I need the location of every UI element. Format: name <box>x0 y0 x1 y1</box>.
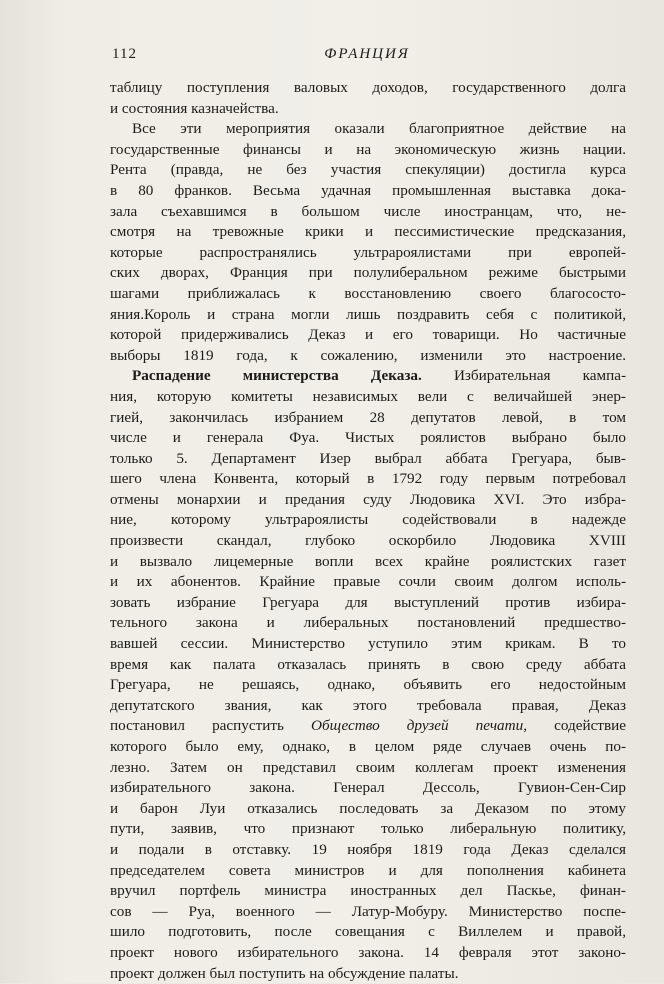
text-line: и подали в отставку. 19 ноября 1819 года Деказ сделался <box>110 840 626 858</box>
text-line: время как палата отказалась принять в свою среду аббата <box>110 655 626 673</box>
text-line: государственные финансы и на экономическую жизнь нации. <box>110 140 626 158</box>
text-line: и барон Луи отказались последовать за Деказом по этому <box>110 799 626 817</box>
text-line: избирательного закона. Генерал Дессоль, Гувион-Сен-Сир <box>110 779 626 797</box>
text-line: вручил портфель министра иностранных дел Паскье, финан- <box>110 882 626 900</box>
text-line: шего члена Конвента, который в 1792 году первым потребовал <box>110 470 626 488</box>
text-line: ние, которому ультрароялисты содействовали в надежде <box>110 511 626 529</box>
text-line: депутатского звания, как этого требовала правая, Деказ <box>110 696 626 714</box>
text-line: Рента (правда, не без участия спекуляции) достигла курса <box>110 161 626 179</box>
text-line: и вызвало лицемерные вопли всех крайне роялистских газет <box>110 552 626 570</box>
text-line: пути, заявив, что признают только либеральную политику, <box>110 820 626 838</box>
text-line: числе и генерала Фуа. Чистых роялистов выбрано было <box>110 429 626 447</box>
text-line: смотря на тревожные крики и пессимистические предсказания, <box>110 223 626 241</box>
text-fragment: постановил распустить <box>110 717 284 735</box>
text-line: произвести скандал, глубоко оскорбило Людовика XVIII <box>110 532 626 550</box>
text-line: ния, которую комитеты независимых вели с величайшей энер- <box>110 387 626 405</box>
text-line: проект должен был поступить на обсуждение палаты. <box>110 964 459 982</box>
text-line: зовать избрание Грегуара для выступлений против избира- <box>110 593 626 611</box>
text-line: тельного закона и либеральных постановлений предшество- <box>110 614 626 632</box>
text-fragment: Избирательная кампа- <box>453 367 626 385</box>
text-line: гией, закончилась избранием 28 депутатов левой, в том <box>110 408 626 426</box>
text-line: вавшей сессии. Министерство уступило этим крикам. В то <box>110 635 626 653</box>
text-line: отмены монархии и предания суду Людовика XVI. Это избра- <box>110 490 626 508</box>
italic-title: Общество друзей печати, <box>311 717 528 735</box>
text-line: ских дворах, Франция при полулиберальном режиме быстрыми <box>110 264 626 282</box>
text-line: которой придерживались Деказ и его товарищи. Но частичные <box>110 326 626 344</box>
text-line: проект нового избирательного закона. 14 февраля этот законо- <box>110 943 626 961</box>
running-title: ФРАНЦИЯ <box>324 46 410 62</box>
text-line: председателем совета министров и для пополнения кабинета <box>110 861 626 879</box>
text-line: и состояния казначейства. <box>110 99 279 117</box>
text-line: шагами приближалась к восстановлению своего благососто- <box>110 284 626 302</box>
page-header <box>112 46 622 68</box>
text-line: шило подготовить, после совещания с Виллелем и правой, <box>110 923 626 941</box>
text-line: Грегуара, не решаясь, однако, объявить его недостойным <box>110 676 626 694</box>
text-line: которые распространялись ультрароялистами при европей- <box>110 243 626 261</box>
text-line: лезно. Затем он представил своим коллегам проект изменения <box>110 758 626 776</box>
text-line: Все эти мероприятия оказали благоприятное действие на <box>132 120 626 138</box>
text-fragment: содействие <box>554 717 626 735</box>
text-line: зала съехавшимся в большом числе иностранцам, что, не- <box>110 202 626 220</box>
text-line: только 5. Департамент Изер выбрал аббата Грегуара, быв- <box>110 449 626 467</box>
text-line: выборы 1819 года, к сожалению, изменили это настроение. <box>110 346 626 364</box>
text-line: в 80 франков. Весьма удачная промышленная выставка дока- <box>110 181 626 199</box>
text-line: которого было ему, однако, в целом ряде случаев очень по- <box>110 738 626 755</box>
text-line: сов — Руа, военного — Латур-Мобуру. Министерство поспе- <box>110 902 626 920</box>
page-number: 112 <box>112 46 137 62</box>
text-line: таблицу поступления валовых доходов, государственного долга <box>110 79 626 96</box>
text-line: яния.Король и страна могли лишь поздравить себя с политикой, <box>110 305 626 323</box>
section-heading-line <box>110 366 626 387</box>
section-heading: Распадение министерства Деказа. <box>132 367 422 385</box>
text-line-with-italic <box>110 716 626 737</box>
text-line: и их абонентов. Крайние правые сочли своим долгом исполь- <box>110 573 626 591</box>
body-text <box>110 78 626 984</box>
